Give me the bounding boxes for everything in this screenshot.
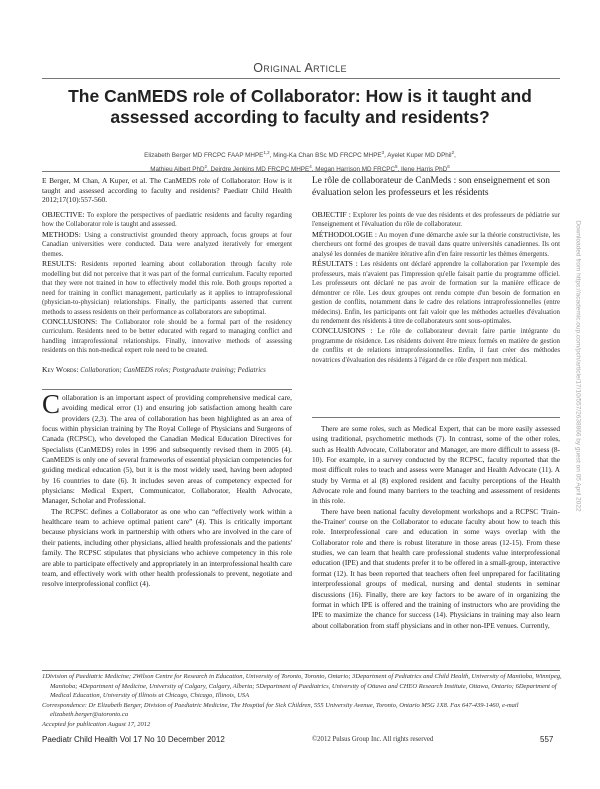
accepted-date: Accepted for publication August 17, 2012 [42,720,151,728]
abstract-label: CONCLUSIONS : [312,326,373,336]
abstract-label: METHODS: [42,229,81,239]
right-abstract-rule [312,417,560,418]
abstract-text: The Collaborator role should be a formal part of the residency curriculum. Residents need to be better educated with regard to managing conflict and handling intraprofessional relationships. Finally, innovative methods of assessing residents on this non-medical expert role need to be created. [42,318,292,355]
author-affiliation: 3 [381,150,385,155]
abstract-section [312,210,560,230]
abstract-section [312,326,560,365]
body-left-column [42,389,292,590]
abstract-section [312,230,560,259]
keywords [42,365,292,375]
body-paragraph: There are some roles, such as Medical Expert, that can be more easily assessed using traditional, psychometric methods (7). In contrast, some of the other roles, such as Health Advocate, Collaborator and Manager, are more difficult to assess (8-10). For example, in a survey conducted by the RCPSC, faculty reported that the most difficult roles to teach and assess were Manager and Health Advocate (11). A study by Verma et al (8) explored resident and faculty perceptions of the Health Advocate role and found many barriers to the teaching and assessment of residents in this role. [312,424,560,506]
abstract-section [312,259,560,326]
article-title: The CanMEDS role of Collaborator: How is it taught and assessed according to faculty and residents? [68,86,532,127]
author [273,152,384,159]
author-affiliation: 4 [309,164,312,170]
abstract-section [42,210,292,230]
section-label: Original Article [253,61,347,75]
abstract-text: Explorer les points de vue des résidents et des professeurs de pédiatrie sur l'enseignement et l'évaluation du rôle de collaborateur. [312,212,561,229]
copyright: ©2012 Pulsus Group Inc. All rights reserved [312,736,434,743]
abstract-section [42,317,292,356]
abstract-text: Les résidents ont déclaré apprendre la collaboration par l'exemple des professeurs, mais n'avaient pas l'impression qu'elle faisait partie du programme officiel. Les professeurs ont déclaré ne pas avoir de formation sur la manière efficace de démontrer ce rôle. Les deux groupes ont rendu compte d'un besoin de formation en gestion de conflits, notamment dans le cadre des relations intraprofessionnelles (entre médecins). Enfin, les participants ont fait valoir que les méthodes actuelles d'évaluation du rendement des résidents à titre de collaborateurs sont sous-optimales. [312,261,560,325]
author-name: Ayelet Kuper MD DPhil [387,152,452,160]
abstract-text: Au moyen d'une démarche axée sur la théorie constructiviste, les chercheurs ont formé des groupes de travail dans quatre universités canadiennes. Ils ont analysé les données de manière itérative afin d'en faire ressortir les thèmes émergents. [312,231,560,258]
abstract-text: Using a constructivist grounded theory approach, focus groups at four Canadian universities were conducted. Data were analyzed iteratively for emergent themes. [42,231,293,258]
author [144,152,269,159]
correspondence: Correspondence: Dr Elizabeth Berger, Division of Paediatric Medicine, The Hospital for Sick Children, 555 University Avenue, Toronto, Ontario M5G 1X8. Fax 647-439-1460, e-mail elizabeth.berger@utoronto.ca [42,701,519,719]
author [401,166,450,173]
author-list: Elizabeth Berger MD FRCPC FAAP MHPE$^{1,2}$, Ming-Ka Chan BSc MD FRCPC MHPE$^3$, Ayelet Kuper MD DPhil$^2$, Mathieu Albert PhD$^2$, Deirdre Jenkins MD FRCPC MHPE$^4$, Megan Harrison MD FRCPC$^5$, Ilene Harris PhD$^6$ [144,150,456,174]
body-paragraph: ollaboration is an important aspect of providing comprehensive medical care, avoiding medical error (1) and ensuring job satisfaction among health care providers (2,3). The area of collaboration has been highlighted as an area of focus within physician training by The Royal College of Physicians and Surgeons of Canada (RCPSC), who developed the Canadian Medical Education Directives for Specialists (CanMEDS) roles in 1996 and subsequently revised them in 2005 (4). CanMEDS is only one of several frameworks of essential physician competencies for guiding medical education (5), but it is the most widely used, having been adopted by 16 countries to date (6). It includes seven areas of competency expected for physicians: Medical Expert, Communicator, Collaborator, Health Advocate, Manager, Scholar and Professional. [42,393,292,506]
abstract-text: To explore the perspectives of paediatric residents and faculty regarding how the Collaborator role is taught and assessed. [42,212,292,229]
french-title: Le rôle de collaborateur de CanMeds : son enseignement et son évaluation selon les professeurs et les résidents [312,176,550,198]
author-affiliation: 5 [395,164,398,170]
footnotes [42,672,562,730]
drop-cap: C [42,389,61,419]
download-watermark: Downloaded from https://academic.oup.com/pch/article/17/10/557/2638866 by guest on 05 April 2022 [574,220,582,512]
abstract-label: CONCLUSIONS: [42,316,98,326]
author-name: Ilene Harris PhD [401,166,448,174]
authors-rule [42,171,560,172]
author-name: Elizabeth Berger MD FRCPC FAAP MHPE [144,152,264,160]
journal-info: Paediatr Child Health Vol 17 No 10 December 2012 [42,735,225,744]
author [387,152,454,159]
author-name: Megan Harrison MD FRCPC [315,166,395,174]
affiliations: 1Division of Paediatric Medicine; 2Wilson Centre for Research in Education, University of Toronto, Toronto, Ontario; 3Department of Pediatrics and Child Health, University of Manitoba, Winnipeg, Manitoba; 4Department of Medicine, University of Calgary, Calgary, Alberta; 5Department of Paediatrics, University of Ottawa and CHEO Research Institute, Ottawa, Ontario; 6Department of Medical Education, University of Illinois at Chicago, Chicago, Illinois, USA [42,673,562,700]
header-rule [42,78,560,79]
author-name: Mathieu Albert PhD [150,166,205,174]
abstract-text: Residents reported learning about collaboration through faculty role modelling but did not perceive that it was part of the formal curriculum. Faculty reported that they were not trained in how to effectively model this role. Both groups reported a need for training in conflict management, particularly as it applies to intraprofessional (physician-to-physician) relationships. Finally, the participants asserted that current methods to assess residents on their performance as collaborators are suboptimal. [42,261,292,316]
author-affiliation: 2 [204,164,208,170]
abstract-english [42,210,292,375]
footnote-rule [42,670,560,671]
abstract-label: RESULTS: [42,259,77,269]
body-paragraph: There have been national faculty development workshops and a RCPSC 'Train-the-Trainer' course on the Collaborator to educate faculty about how to teach this role. Interprofessional care and education in some ways overlap with the Collaborator role and there is robust literature in those areas (12-15). From these studies, we can learn that health care professional students value interprofessional education (IPE) and that students prefer it to be offered in a small-group, interactive format (12). It has been reported that teachers often feel unprepared for facilitating interprofessional groups of medical, nursing and dental students in seminar discussions (16). Finally, there are key factors to be aware of in organizing the format in which IPE is offered and the training of instructors who are providing the IPE to maximize the chance for success (14). Physicians in training may also learn about collaboration from staff physicians and in other non-IPE venues. Currently, [312,506,560,630]
abstract-french [312,210,560,365]
abstract-label: MÉTHODOLOGIE : [312,229,378,239]
abstract-label: OBJECTIVE: [42,210,85,219]
keywords-label: Key Words: [42,364,79,374]
author-name: Deirdre Jenkins MD FRCPC MHPE [210,166,310,174]
author-name: Ming-Ka Chan BSc MD FRCPC MHPE [273,152,382,160]
author [211,166,312,173]
author-affiliation: 6 [447,164,450,170]
citation: E Berger, M Chan, A Kuper, et al. The CanMEDS role of Collaborator: How is it taught and assessed according to faculty and residents? Paediatr Child Health 2012;17(10):557-560. [42,176,292,205]
abstract-label: RÉSULTATS : [312,259,358,269]
abstract-section [42,230,292,259]
author-affiliation: 2 [451,150,455,155]
abstract-text: Le rôle de collaborateur devrait faire partie intégrante du programme de résidence. Les résidents doivent être mieux formés en matière de gestion de conflits et de relations intraprofessionnelles. Enfin, il faut créer des méthodes novatrices d'évaluation des résidents à l'égard de ce rôle d'expert non médical. [312,328,560,364]
body-right-column [312,424,560,631]
abstract-section [42,259,292,317]
author [150,166,207,173]
left-abstract-rule [42,389,292,390]
author [315,166,397,173]
author-affiliation: 1,2 [263,150,270,155]
keywords-text: Collaboration; CanMEDS roles; Postgraduate training; Pediatrics [80,366,266,374]
body-paragraph: The RCPSC defines a Collaborator as one who can “effectively work within a healthcare team to achieve optimal patient care” (4). This is critically important because physicians work in partnership with others who are involved in the care of their patients, including other physicians, allied health professionals and the patients' family. The RCPSC stipulates that physicians who achieve competency in this role are able to participate effectively and appropriately in an interprofessional health care team, and effectively work with other health professionals to prevent, negotiate and resolve interprofessional conflict (4). [42,506,292,589]
page-number: 557 [540,735,554,744]
abstract-label: OBJECTIF : [312,210,351,219]
